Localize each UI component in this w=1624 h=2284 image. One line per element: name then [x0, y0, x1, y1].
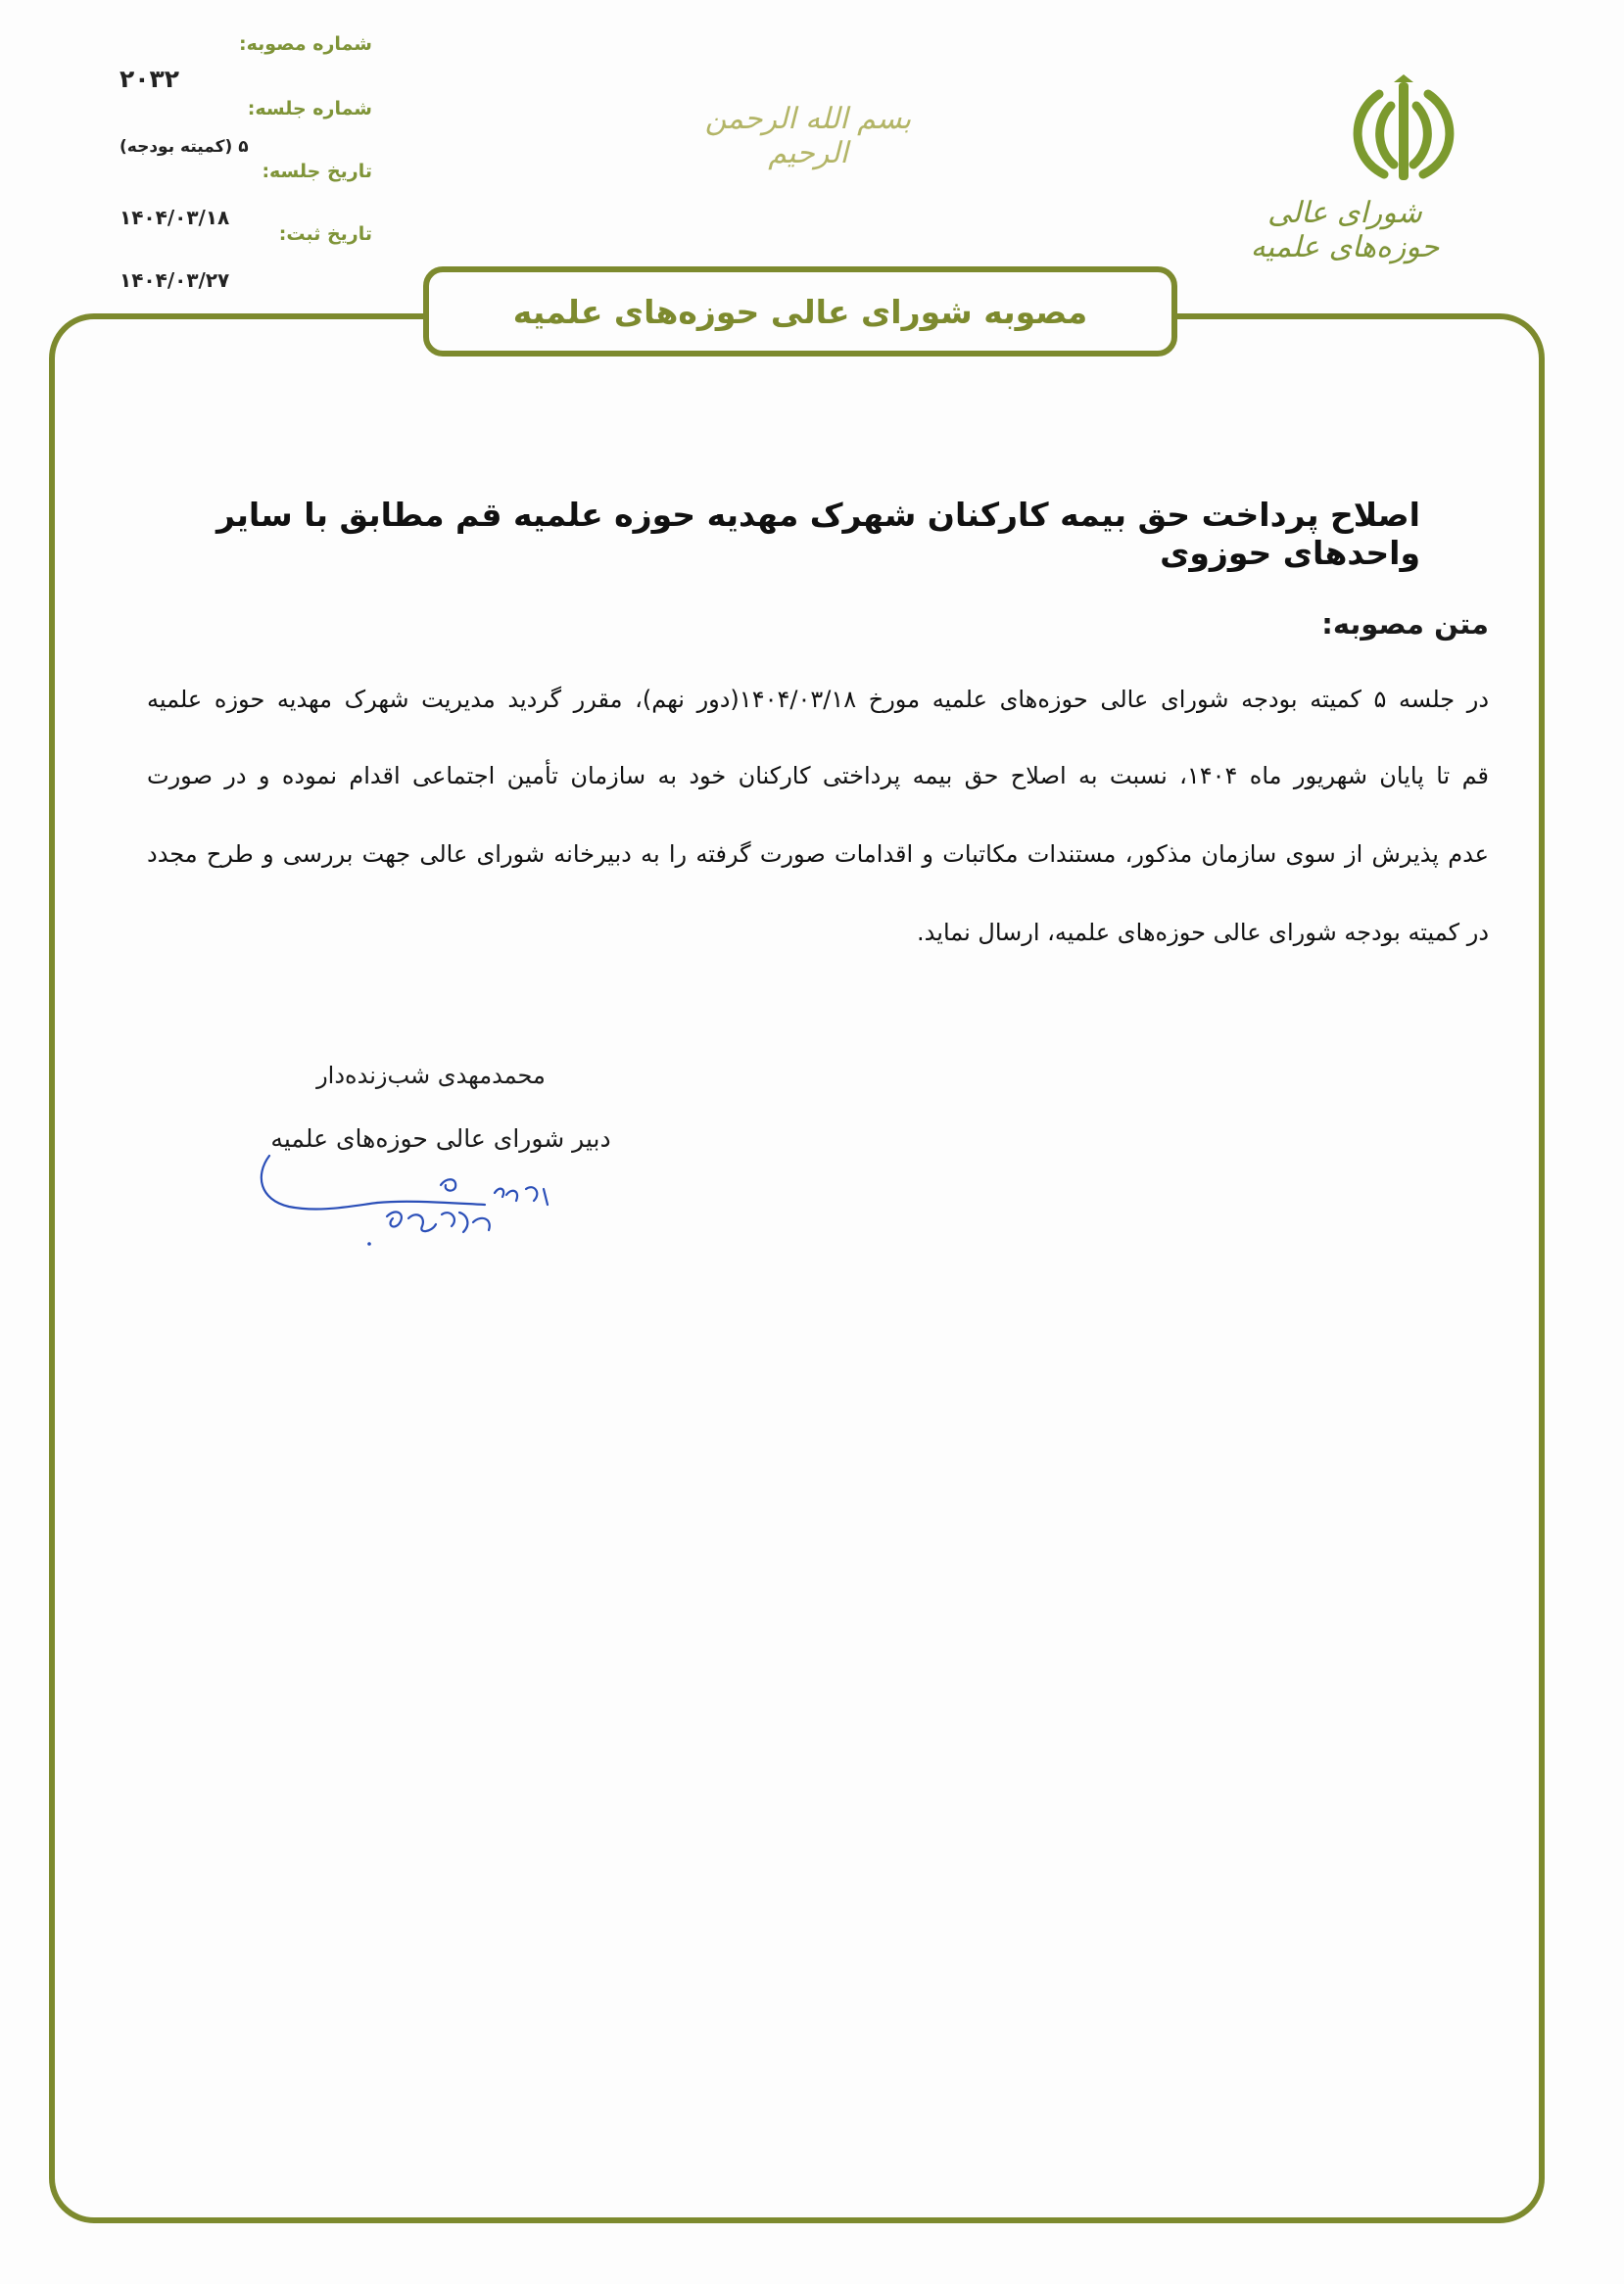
session-date-label: تاریخ جلسه: — [262, 161, 372, 182]
session-number: ۵ (کمیته بودجه) — [119, 137, 249, 157]
body-label: متن مصوبه: — [1321, 607, 1489, 641]
body-line: در کمیته بودجه شورای عالی حوزه‌های علمیه، ارسال نماید. — [917, 919, 1489, 946]
resolution-number-label: شماره مصوبه: — [239, 33, 372, 55]
signer-title: دبیر شورای عالی حوزه‌های علمیه — [270, 1124, 611, 1153]
box-title: مصوبه شورای عالی حوزه‌های علمیه — [512, 292, 1088, 331]
title-box — [423, 266, 1177, 357]
org-name: شورای عالی حوزه‌های علمیه — [1250, 196, 1440, 264]
meta-info — [108, 33, 372, 308]
signer-name: محمدمهدی شب‌زنده‌دار — [316, 1062, 546, 1089]
basmala: بسم الله الرحمن الرحیم — [704, 102, 912, 170]
resolution-number: ۲۰۳۲ — [119, 65, 180, 93]
iran-emblem-icon — [1340, 74, 1467, 192]
body-line: قم تا پایان شهریور ماه ۱۴۰۴، نسبت به اصلاح حق بیمه پرداختی کارکنان خود به سازمان تأمین اجتماعی اقدام نموده و در صورت — [147, 762, 1490, 789]
page-title: اصلاح پرداخت حق بیمه کارکنان شهرک مهدیه حوزه علمیه قم مطابق با سایر واحدهای حوزوی — [215, 496, 1420, 572]
session-number-label: شماره جلسه: — [247, 98, 372, 119]
document-frame — [49, 313, 1545, 2223]
registration-date: ۱۴۰۴/۰۳/۲۷ — [119, 268, 230, 292]
registration-date-label: تاریخ ثبت: — [278, 223, 372, 245]
body-line: عدم پذیرش از سوی سازمان مذکور، مستندات مکاتبات و اقدامات صورت گرفته را به دبیرخانه شورای عالی جهت بررسی و طرح مجدد — [147, 840, 1489, 868]
session-date: ۱۴۰۴/۰۳/۱۸ — [119, 206, 230, 229]
body-line: در جلسه ۵ کمیته بودجه شورای عالی حوزه‌های علمیه مورخ ۱۴۰۴/۰۳/۱۸(دور نهم)، مقرر گردید مدیریت شهرک مهدیه حوزه علمیه — [147, 686, 1490, 713]
handwritten-signature — [250, 1146, 602, 1254]
